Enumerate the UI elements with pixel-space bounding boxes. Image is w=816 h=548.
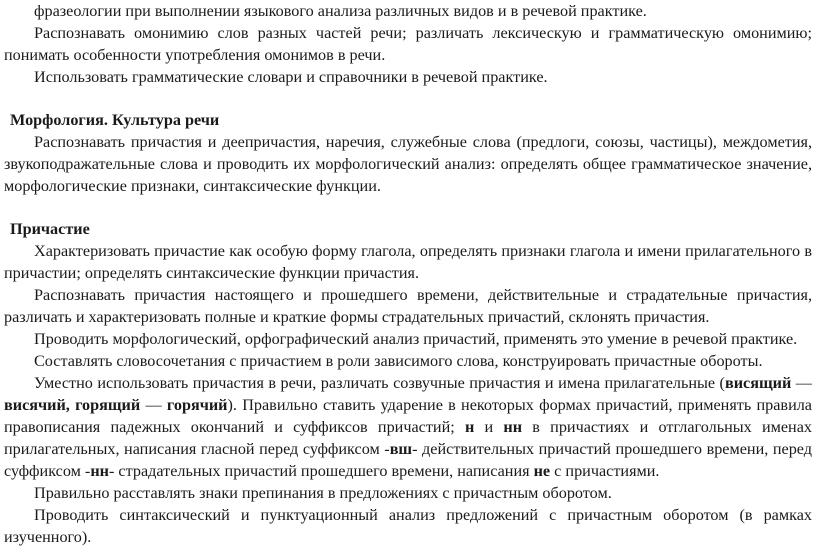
heading-participle: Причастие <box>10 220 90 238</box>
text-span: и <box>474 418 504 436</box>
text-span: - действительных причастий прошедшего времени, перед суффиксом - <box>4 440 812 480</box>
spacer <box>4 88 812 109</box>
bold-term: нн <box>503 418 523 436</box>
text-span: — <box>791 374 812 392</box>
spacer <box>4 197 812 218</box>
bold-term: горячий <box>166 396 228 414</box>
text-span: - страдательных причастий прошедшего времени, написания <box>108 462 534 480</box>
paragraph-participle-phrases: Составлять словосочетания с причастием в роли зависимого слова, конструировать причастные обороты. <box>34 352 763 370</box>
paragraph-morphology: Распознавать причастия и деепричастия, наречия, служебные слова (предлоги, союзы, частицы), междометия, звукоподражательные слова и проводить их морфологический анализ: определять общее грамматическое значение, морфологические признаки, синтаксические функции. <box>4 133 812 195</box>
text-span: — <box>140 396 167 414</box>
bold-term: висящий <box>724 374 792 392</box>
text-span: ). Правильно ставить ударение в некоторых формах причастий, применять правила правописания падежных окончаний и суффиксов причастий; <box>4 396 812 436</box>
text-span: Уместно использовать причастия в речи, различать созвучные причастия и имена прилагательные ( <box>34 374 725 392</box>
bold-term: нн <box>90 462 109 480</box>
paragraph-homonymy: Распознавать омонимию слов разных частей речи; различать лексическую и грамматическую омонимию; понимать особенности употребления омонимов в речи. <box>4 24 812 64</box>
heading-morphology: Морфология. Культура речи <box>10 111 220 129</box>
paragraph-dictionaries: Использовать грамматические словари и справочники в речевой практике. <box>34 68 548 86</box>
paragraph-participle-usage <box>4 372 812 482</box>
paragraph-participle-characterize: Характеризовать причастие как особую форму глагола, определять признаки глагола и имени прилагательного в причастии; определять синтаксические функции причастия. <box>4 242 812 282</box>
paragraph-participle-recognize: Распознавать причастия настоящего и прошедшего времени, действительные и страдательные причастия, различать и характеризовать полные и краткие формы страдательных причастий, склонять причастия. <box>4 286 812 326</box>
paragraph-participle-analysis: Проводить морфологический, орфографический анализ причастий, применять это умение в речевой практике. <box>34 330 798 348</box>
paragraph-punctuation: Правильно расставлять знаки препинания в предложениях с причастным оборотом. <box>34 484 612 502</box>
bold-term: вш <box>389 440 413 458</box>
text-span: в причастиях и отглагольных именах прилагательных, написания гласной перед суффиксом - <box>4 418 812 458</box>
bold-term: не <box>533 462 551 480</box>
bold-term: н <box>464 418 475 436</box>
paragraph-syntax-analysis: Проводить синтаксический и пунктуационный анализ предложений с причастным оборотом (в рамках изученного). <box>4 506 812 546</box>
bold-term: висячий, горящий <box>4 396 141 414</box>
text-span: с причастиями. <box>550 462 660 480</box>
paragraph-phraseology: фразеологии при выполнении языкового анализа различных видов и в речевой практике. <box>34 2 647 20</box>
